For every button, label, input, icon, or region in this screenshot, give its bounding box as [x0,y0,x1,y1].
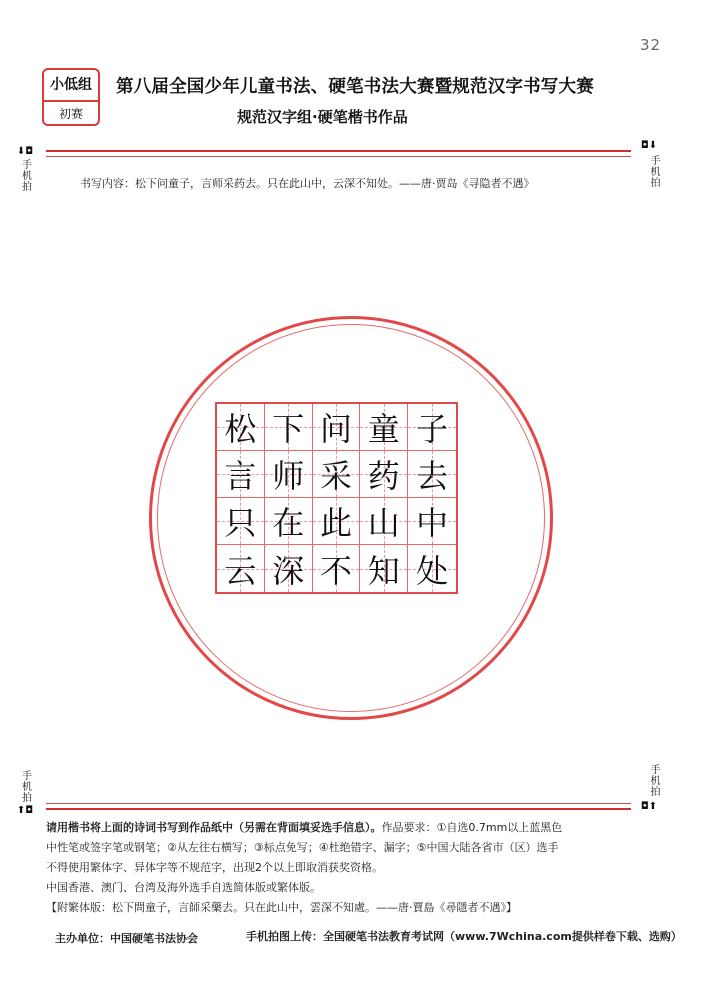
grid-cell: 深 [265,545,313,592]
camera-mark-text: 手机拍 [648,764,659,797]
grid-cell: 中 [408,498,456,545]
camera-mark-bottom-left [10,770,40,816]
grid-cell: 药 [360,451,408,498]
camera-icon: ◘⬇ [640,140,658,151]
requirements-line-2: 中性笔或签字笔或钢笔；②从左往右横写；③标点免写；④杜绝错字、漏字；⑤中国大陆各省市（区）选手 [46,841,559,854]
grid-cell: 只 [217,498,265,545]
grid-cell: 处 [408,545,456,592]
grid-cell: 去 [408,451,456,498]
camera-mark-text: 手机拍 [19,159,31,192]
grid-cell: 云 [217,545,265,592]
grid-cell: 师 [265,451,313,498]
camera-mark-bottom-right [632,764,666,812]
grid-cell: 松 [217,404,265,451]
organizer: 主办单位：中国硬笔书法协会 [55,932,198,945]
grid-cell: 子 [408,404,456,451]
requirements-lead: 请用楷书将上面的诗词书写到作品纸中（另需在背面填妥选手信息）。 [46,821,382,834]
grid-cell: 言 [217,451,265,498]
grid-cell: 山 [360,498,408,545]
group-label: 小低组 [44,70,98,102]
grid-cell: 在 [265,498,313,545]
group-badge [42,68,100,126]
grid-cell: 不 [313,545,361,592]
top-divider-thin [46,156,631,157]
contest-title: 第八届全国少年儿童书法、硬笔书法大赛暨规范汉字书写大赛 [116,77,594,97]
requirements-detail: 作品要求：①自选0.7mm以上蓝黑色 [381,821,563,834]
camera-mark-text: 手机拍 [19,770,31,803]
grid-cell: 问 [313,404,361,451]
requirements-line-3: 不得使用繁体字、异体字等不规范字，出现2个以上即取消获奖资格。 [46,861,383,874]
category-subtitle: 规范汉字组·硬笔楷书作品 [237,108,408,126]
camera-mark-top-right [632,140,666,188]
camera-icon: ◘⬆ [640,801,658,812]
requirements-line-1 [46,818,646,838]
grid-cell: 此 [313,498,361,545]
grid-cell: 下 [265,404,313,451]
writing-content: 书写内容：松下问童子，言师采药去。只在此山中，云深不知处。——唐·贾岛《寻隐者不遇》 [80,177,535,190]
page-number: 32 [640,36,662,54]
bottom-divider [46,808,631,810]
bottom-divider-thin [46,803,631,804]
camera-mark-text: 手机拍 [648,155,659,188]
grid-cell: 采 [313,451,361,498]
camera-mark-top-left [10,146,40,192]
grid-cell: 童 [360,404,408,451]
upload-info: 手机拍图上传：全国硬笔书法教育考试网（www.7Wchina.com提供样卷下载、选购） [246,930,682,943]
calligraphy-grid [215,402,458,594]
requirements-line-4: 中国香港、澳门、台湾及海外选手自选简体版或繁体版。 [46,881,321,894]
traditional-version: 【附繁体版：松下問童子，言師采藥去。只在此山中，雲深不知處。——唐·賈島《尋隱者不遇》】 [46,901,517,914]
camera-icon: ⬆◘ [16,805,34,816]
camera-icon: ⬇◘ [16,146,34,157]
round-label: 初赛 [58,107,83,121]
top-divider [46,150,631,152]
requirements [46,818,646,918]
grid-cell: 知 [360,545,408,592]
